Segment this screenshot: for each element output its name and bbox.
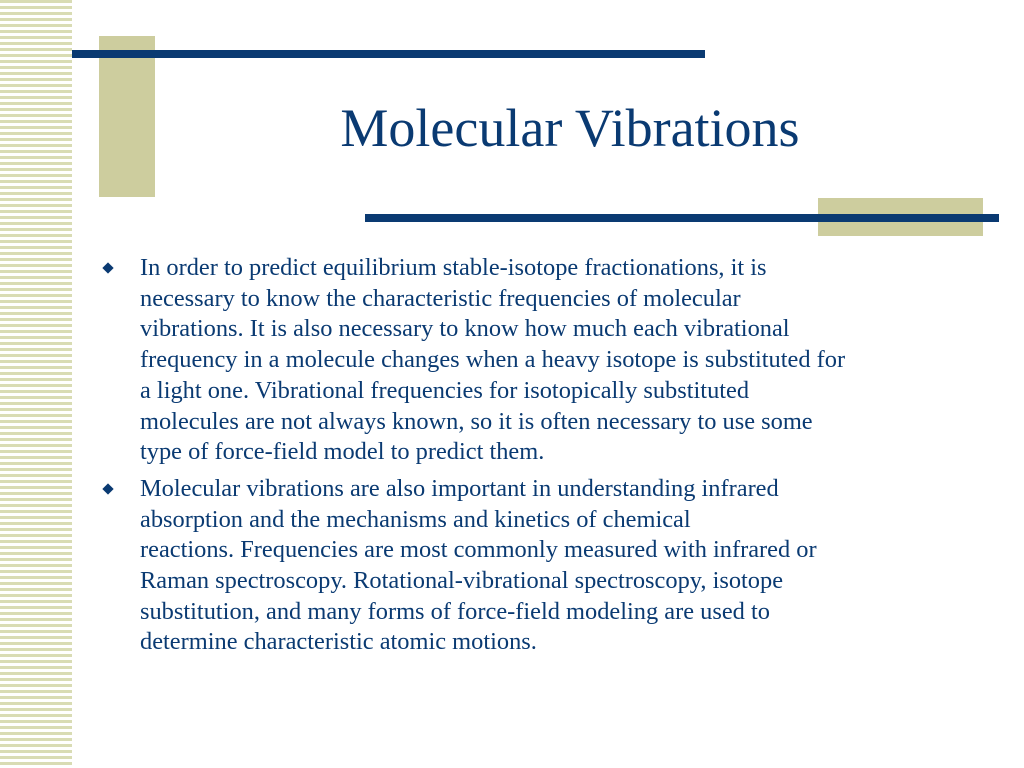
bullet-list [100,253,980,664]
diamond-bullet-icon [102,483,113,494]
bullet-line: substitution, and many forms of force-field modeling are used to [140,597,770,625]
title-rule-bottom [365,214,999,222]
bullet-line: reactions. Frequencies are most commonly measured with infrared or [140,536,817,564]
bullet-line: molecules are not always known, so it is often necessary to use some [140,407,813,435]
bullet-line: In order to predict equilibrium stable-isotope fractionations, it is [140,254,767,281]
bullet-line: frequency in a molecule changes when a heavy isotope is substituted for [140,346,846,374]
tan-accent-block-top [99,36,155,197]
bullet-line: type of force-field model to predict them. [140,438,545,466]
bullet-line: Molecular vibrations are also important in understanding infrared [140,474,779,502]
bullet-line: vibrations. It is also necessary to know how much each vibrational [140,315,790,343]
diamond-bullet-icon [102,262,113,273]
bullet-item [100,474,980,658]
bullet-line: necessary to know the characteristic frequencies of molecular [140,284,741,312]
bullet-line: absorption and the mechanisms and kinetics of chemical [140,505,691,533]
slide-title: Molecular Vibrations [340,98,800,158]
striped-margin-decoration [0,0,72,768]
bullet-line: determine characteristic atomic motions. [140,628,537,656]
title-rule-top [72,50,705,58]
bullet-item [100,253,980,468]
bullet-line: Raman spectroscopy. Rotational-vibrational spectroscopy, isotope [140,567,784,595]
bullet-line: a light one. Vibrational frequencies for isotopically substituted [140,376,750,404]
